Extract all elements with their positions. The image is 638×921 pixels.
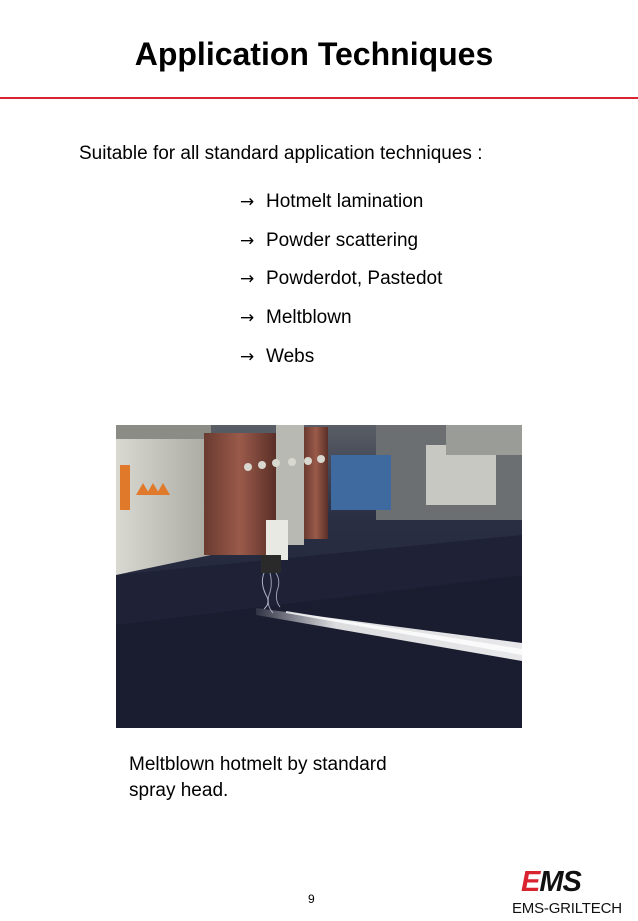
caption-line: spray head. <box>129 780 229 801</box>
spray-head-photo <box>116 425 522 728</box>
page-number: 9 <box>308 892 315 906</box>
ems-griltech-logo <box>503 862 633 918</box>
list-item-label: Meltblown <box>266 307 352 329</box>
arrow-right-icon: → <box>240 308 255 329</box>
list-item <box>240 191 442 230</box>
logo-mark: EMS <box>521 866 581 898</box>
logo-name: EMS-GRILTECH <box>512 900 622 917</box>
spray-head-illustration <box>116 425 522 728</box>
list-item-label: Hotmelt lamination <box>266 191 424 212</box>
list-item <box>240 346 442 385</box>
list-item-label: Webs <box>266 345 315 367</box>
photo-caption <box>129 752 387 804</box>
list-item-label: Powder scattering <box>266 229 419 251</box>
technique-list <box>240 191 442 384</box>
arrow-right-icon: → <box>240 269 255 290</box>
arrow-right-icon: → <box>240 230 255 251</box>
caption-line: Meltblown hotmelt by standard <box>129 754 387 775</box>
page-title: Application Techniques <box>134 36 494 72</box>
arrow-right-icon: → <box>240 346 255 367</box>
list-item <box>240 268 442 307</box>
title-divider <box>0 97 638 99</box>
arrow-right-icon: → <box>240 192 255 212</box>
list-item <box>240 307 442 346</box>
list-item <box>240 230 442 269</box>
list-item-label: Powderdot, Pastedot <box>266 268 443 290</box>
intro-text: Suitable for all standard application techniques : <box>79 143 483 164</box>
